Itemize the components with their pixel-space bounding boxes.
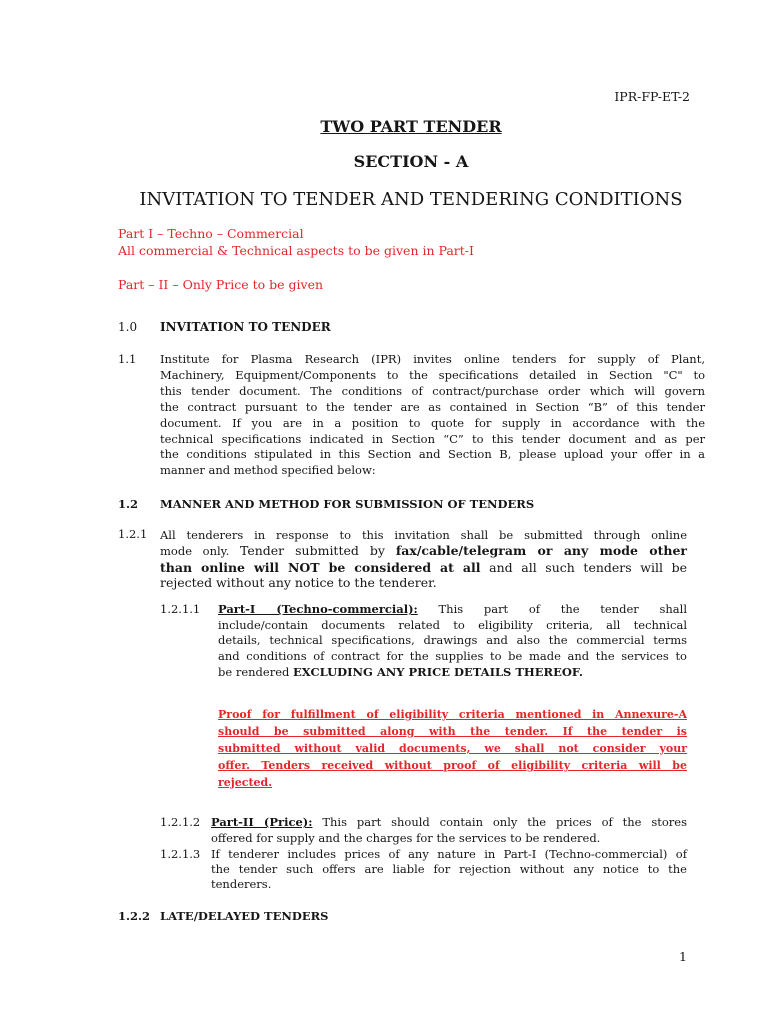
text-segment: and conditions of contract for the supplies to be made and the services to bbox=[218, 649, 687, 664]
text-segment: This part should contain only the prices of the stores bbox=[312, 815, 688, 829]
clause-number: 1.2.1.3 bbox=[160, 847, 201, 861]
text-line bbox=[218, 757, 687, 774]
text-segment: Part-I (Techno-commercial): bbox=[218, 602, 418, 616]
clause-paragraph bbox=[211, 815, 687, 846]
part1-note: Part I – Techno – Commercial bbox=[118, 226, 304, 241]
text-segment: rejected without any notice to the tenderer. bbox=[160, 574, 437, 590]
clause-number: 1.2.2 bbox=[118, 909, 151, 923]
text-segment: offered for supply and the charges for the services to be rendered. bbox=[211, 830, 601, 845]
text-line bbox=[211, 831, 687, 847]
text-segment: offer. Tenders received without proof of eligibility criteria will be bbox=[218, 759, 687, 772]
text-segment: If tenderer includes prices of any nature in Part-I (Techno-commercial) of bbox=[211, 847, 687, 861]
text-segment: the conditions stipulated in this Section and Section B, please upload your offer in a bbox=[160, 447, 705, 462]
text-segment: This part of the tender shall bbox=[417, 602, 687, 616]
text-segment: the tender such offers are liable for rejection without any notice to the bbox=[211, 861, 687, 876]
section-label: SECTION - A bbox=[353, 152, 469, 171]
clause-title: LATE/DELAYED TENDERS bbox=[160, 909, 329, 923]
text-line bbox=[160, 432, 705, 448]
text-line bbox=[160, 400, 705, 416]
text-line bbox=[218, 633, 687, 649]
text-segment: details, technical specifications, drawings and also the commercial terms bbox=[218, 633, 687, 648]
text-segment: mode only. bbox=[160, 544, 240, 559]
text-segment: should be submitted along with the tender. If the tender is bbox=[218, 725, 687, 738]
text-segment: Machinery, Equipment/Components to the specifications detailed in Section "C" to bbox=[160, 367, 705, 382]
clause-title: INVITATION TO TENDER bbox=[160, 320, 331, 334]
text-line bbox=[218, 665, 687, 681]
text-line bbox=[160, 575, 687, 590]
text-line bbox=[211, 847, 687, 862]
clause-title: MANNER AND METHOD FOR SUBMISSION OF TENDERS bbox=[160, 497, 535, 511]
clause-paragraph bbox=[211, 847, 687, 891]
eligibility-warning bbox=[218, 706, 687, 791]
document-title: TWO PART TENDER bbox=[320, 117, 502, 136]
text-line bbox=[218, 649, 687, 665]
document-id: IPR-FP-ET-2 bbox=[614, 89, 690, 104]
clause-number: 1.1 bbox=[118, 352, 137, 366]
text-line bbox=[160, 352, 705, 368]
part1-detail-note: All commercial & Technical aspects to be given in Part-I bbox=[118, 243, 474, 258]
text-segment: document. If you are in a position to quote for supply in accordance with the bbox=[160, 415, 705, 430]
text-line bbox=[211, 862, 687, 877]
text-segment: Institute for Plasma Research (IPR) invites online tenders for supply of Plant, bbox=[160, 352, 705, 366]
text-segment: Tender submitted by bbox=[239, 543, 396, 559]
text-line bbox=[160, 384, 705, 400]
text-segment: be rendered bbox=[218, 664, 294, 679]
clause-paragraph bbox=[218, 602, 687, 681]
text-segment: fax/cable/telegram or any mode other bbox=[395, 543, 687, 559]
section-heading: INVITATION TO TENDER AND TENDERING CONDITIONS bbox=[139, 189, 683, 210]
text-segment: Part-II (Price): bbox=[211, 815, 313, 829]
text-line bbox=[160, 463, 705, 479]
page-number: 1 bbox=[679, 949, 687, 964]
text-line bbox=[160, 368, 705, 384]
text-segment: than online will NOT be considered at all bbox=[160, 559, 481, 575]
text-line bbox=[160, 447, 705, 463]
clause-number: 1.2.1.2 bbox=[160, 815, 201, 829]
text-line bbox=[218, 706, 687, 723]
text-line bbox=[160, 543, 687, 559]
clause-number: 1.2.1 bbox=[118, 527, 148, 541]
text-line bbox=[211, 815, 687, 831]
text-segment: this tender document. The conditions of contract/purchase order which will govern bbox=[160, 383, 705, 398]
text-segment: All tenderers in response to this invitation shall be submitted through online bbox=[160, 528, 687, 542]
clause-paragraph bbox=[160, 527, 687, 590]
text-segment: and all such tenders will be bbox=[480, 559, 687, 575]
text-segment: include/contain documents related to eligibility criteria, all technical bbox=[218, 617, 687, 632]
text-line bbox=[160, 527, 687, 543]
text-line bbox=[218, 618, 687, 634]
text-segment: manner and method specified below: bbox=[160, 463, 376, 478]
text-line bbox=[218, 774, 687, 791]
clause-number: 1.2 bbox=[118, 497, 139, 511]
text-segment: Proof for fulfillment of eligibility criteria mentioned in Annexure-A bbox=[218, 708, 687, 721]
text-segment: tenderers. bbox=[211, 876, 272, 891]
text-line bbox=[160, 560, 687, 575]
text-segment: submitted without valid documents, we shall not consider your bbox=[218, 742, 687, 755]
part2-note: Part – II – Only Price to be given bbox=[118, 277, 324, 292]
text-line bbox=[218, 602, 687, 618]
clause-number: 1.2.1.1 bbox=[160, 602, 201, 616]
text-segment: EXCLUDING ANY PRICE DETAILS THEREOF. bbox=[293, 664, 583, 679]
text-segment: rejected. bbox=[218, 776, 273, 789]
clause-paragraph bbox=[160, 352, 705, 479]
text-line bbox=[218, 723, 687, 740]
text-segment: the contract pursuant to the tender are as contained in Section “B” of this tender bbox=[160, 399, 705, 414]
text-line bbox=[160, 416, 705, 432]
text-segment: technical specifications indicated in Section “C” to this tender document and as per bbox=[160, 431, 705, 446]
clause-number: 1.0 bbox=[118, 320, 138, 334]
text-line bbox=[218, 740, 687, 757]
text-line bbox=[211, 877, 687, 892]
